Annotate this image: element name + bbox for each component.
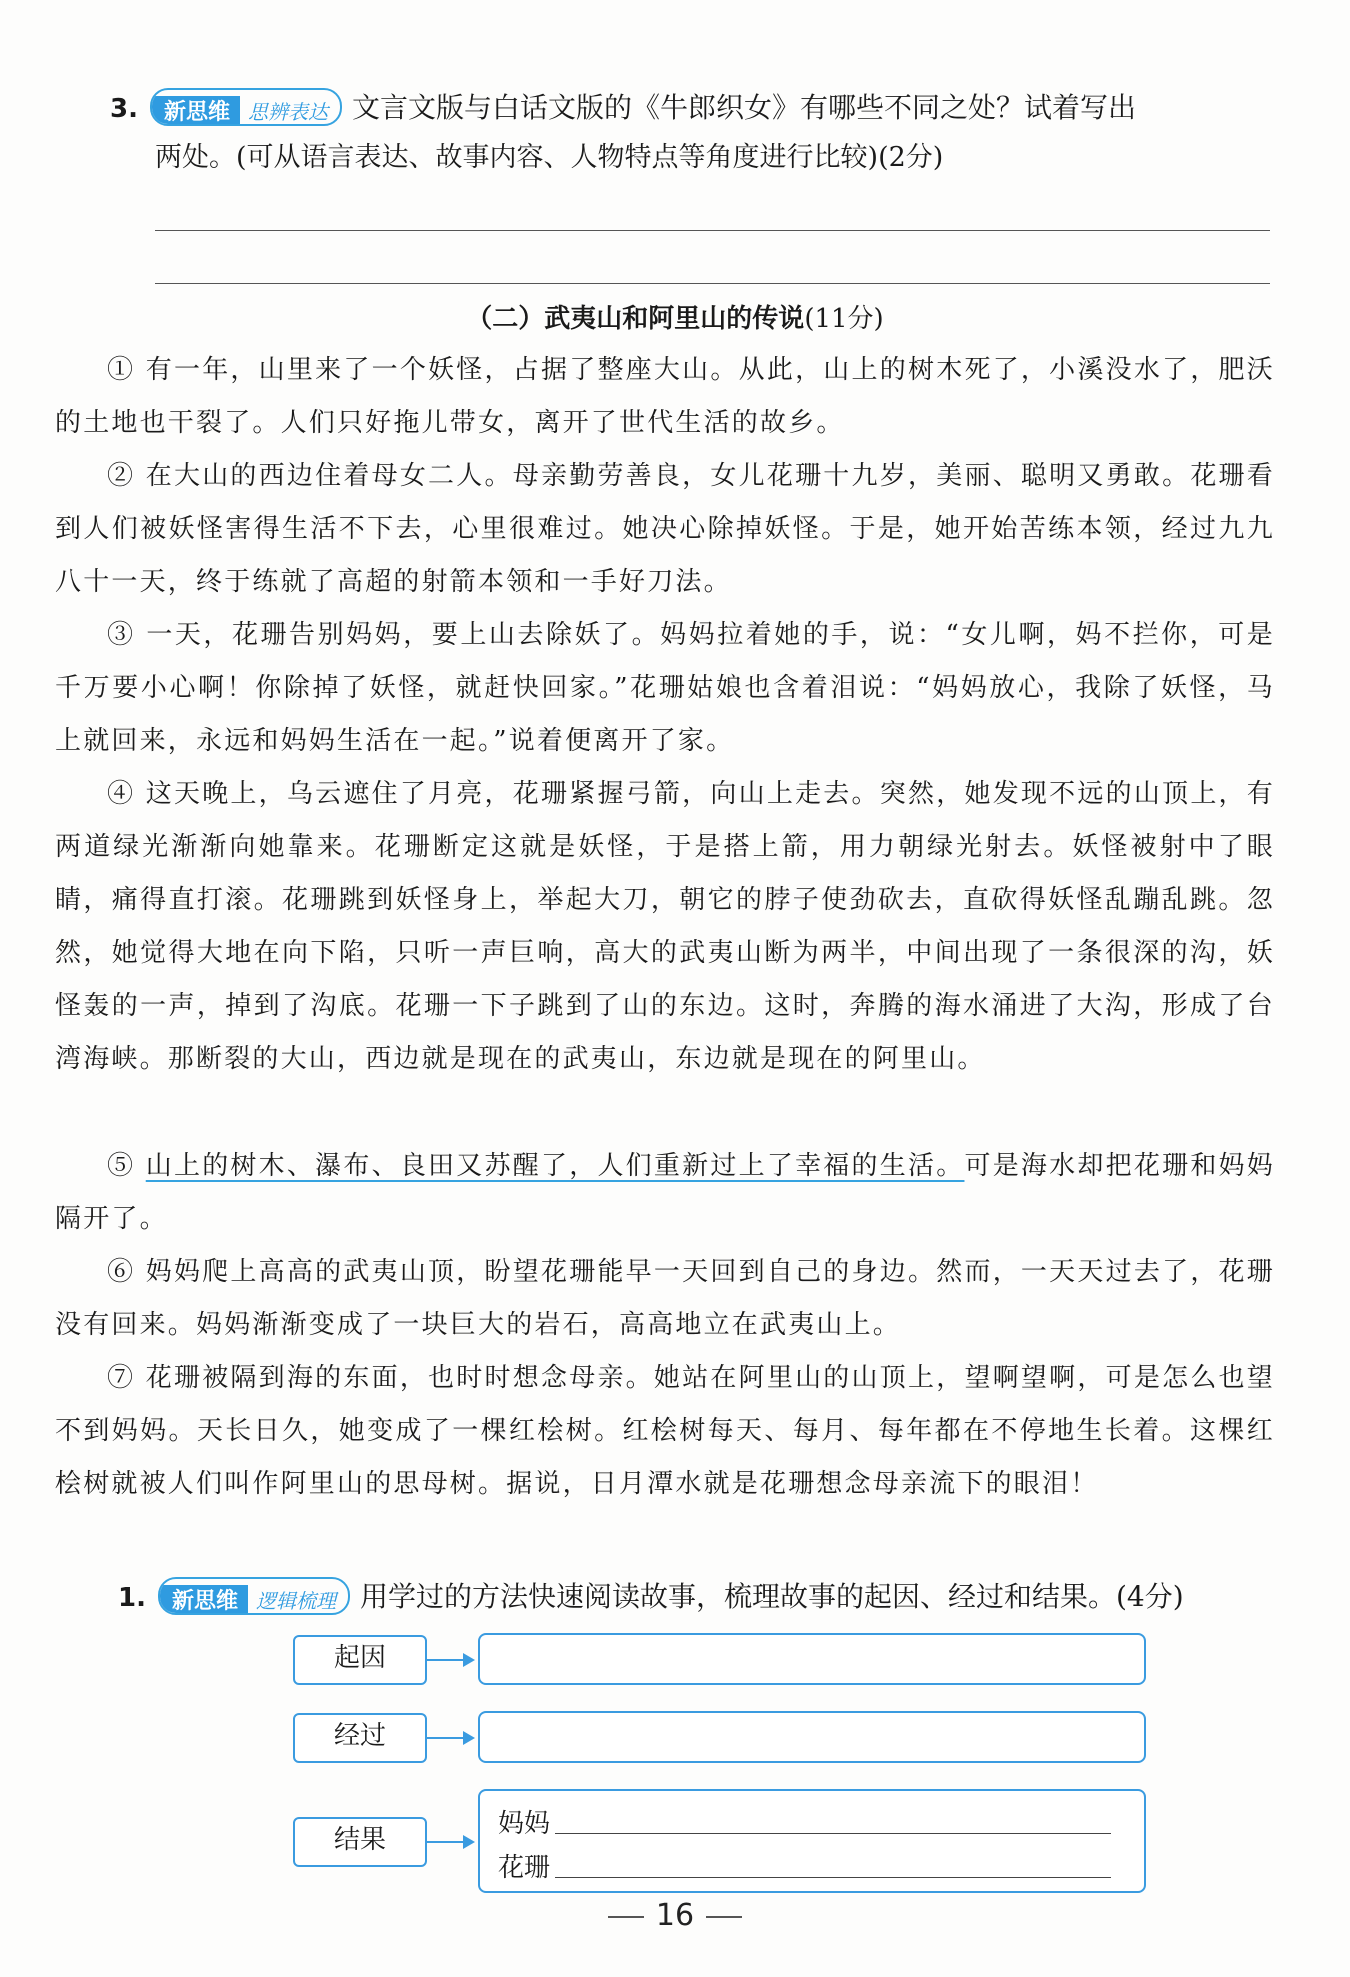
section-title — [0, 298, 1350, 335]
question-1-number: 1. — [118, 1583, 146, 1613]
question-1-text: 用学过的方法快速阅读故事，梳理故事的起因、经过和结果。(4分) — [359, 1580, 1184, 1613]
dash-right — [706, 1916, 742, 1918]
cause-label-box: 起因 — [293, 1635, 427, 1685]
paragraph-4: ④ 这天晚上，乌云遮住了月亮，花珊紧握弓箭，向山上走去。突然，她发现不远的山顶上，有两道绿光渐渐向她靠来。花珊断定这就是妖怪，于是搭上箭，用力朝绿光射去。妖怪被射中了眼睛，痛得直打滚。花珊跳到妖怪身上，举起大刀，朝它的脖子使劲砍去，直砍得妖怪乱蹦乱跳。忽然，她觉得大地在向下陷，只听一声巨响，高大的武夷山断为两半，中间出现了一条很深的沟，妖怪轰的一声，掉到了沟底。花珊一下子跳到了山的东边。这时，奔腾的海水涌进了大沟，形成了台湾海峡。那断裂的大山，西边就是现在的武夷山，东边就是现在的阿里山。 — [55, 779, 1275, 1074]
result-mom-answer-line[interactable] — [555, 1833, 1111, 1834]
page-number-text: 16 — [655, 1898, 695, 1933]
paragraph-5-rest: 可是海水却把花珊和妈妈隔开了。 — [55, 1151, 1275, 1234]
tag-main-label: 新思维 — [160, 1585, 248, 1615]
paragraph-3: ③ 一天，花珊告别妈妈，要上山去除妖了。妈妈拉着她的手，说：“女儿啊，妈不拦你，可是千万要小心啊！你除掉了妖怪，就赶快回家。”花珊姑娘也含着泪说：“妈妈放心，我除了妖怪，马上就回来，永远和妈妈生活在一起。”说着便离开了家。 — [55, 620, 1275, 756]
paragraph-5-mark: ⑤ — [107, 1151, 146, 1181]
dash-left — [608, 1916, 644, 1918]
answer-line-1[interactable] — [155, 230, 1270, 231]
paragraph-5 — [55, 1140, 1275, 1246]
page-number — [0, 1898, 1350, 1933]
tag-sub-label: 逻辑梳理 — [255, 1588, 336, 1613]
paragraph-7: ⑦ 花珊被隔到海的东面，也时时想念母亲。她站在阿里山的山顶上，望啊望啊，可是怎么也望不到妈妈。天长日久，她变成了一棵红桧树。红桧树每天、每月、每年都在不停地生长着。这棵红桧树就被人们叫作阿里山的思母树。据说，日月潭水就是花珊想念母亲流下的眼泪！ — [55, 1363, 1275, 1499]
arrow-icon — [427, 1659, 473, 1661]
question-1-tag — [158, 1577, 350, 1615]
process-answer-box[interactable] — [478, 1711, 1146, 1763]
paragraph-2: ② 在大山的西边住着母女二人。母亲勤劳善良，女儿花珊十九岁，美丽、聪明又勇敢。花珊看到人们被妖怪害得生活不下去，心里很难过。她决心除掉妖怪。于是，她开始苦练本领，经过九九八十一天，终于练就了高超的射箭本领和一手好刀法。 — [55, 461, 1275, 597]
result-huashan-answer-line[interactable] — [555, 1877, 1111, 1878]
question-3-text-line1: 文言文版与白话文版的《牛郎织女》有哪些不同之处？试着写出 — [351, 91, 1136, 124]
process-label-box: 经过 — [293, 1713, 427, 1763]
paragraph-6: ⑥ 妈妈爬上高高的武夷山顶，盼望花珊能早一天回到自己的身边。然而，一天天过去了，花珊没有回来。妈妈渐渐变成了一块巨大的岩石，高高地立在武夷山上。 — [55, 1257, 1275, 1340]
result-mom-label: 妈妈 — [498, 1809, 551, 1839]
question-3-number: 3. — [110, 94, 138, 124]
paragraph-5-underlined-sentence: 山上的树木、瀑布、良田又苏醒了，人们重新过上了幸福的生活。 — [145, 1151, 965, 1181]
section-score: (11分) — [804, 304, 884, 334]
arrow-icon — [427, 1841, 473, 1843]
question-3-line1 — [110, 88, 1270, 129]
tag-sub-label: 思辨表达 — [247, 99, 328, 124]
paragraph-1: ① 有一年，山里来了一个妖怪，占据了整座大山。从此，山上的树木死了，小溪没水了，肥沃的土地也干裂了。人们只好拖儿带女，离开了世代生活的故乡。 — [55, 355, 1275, 438]
result-huashan-label: 花珊 — [498, 1853, 551, 1883]
question-1-line — [118, 1577, 1278, 1618]
result-answer-box — [478, 1789, 1146, 1893]
section-title-text: （二）武夷山和阿里山的传说 — [466, 304, 805, 334]
answer-line-2[interactable] — [155, 283, 1270, 284]
arrow-icon — [427, 1737, 473, 1739]
result-label-box: 结果 — [293, 1817, 427, 1867]
cause-answer-box[interactable] — [478, 1633, 1146, 1685]
tag-main-label: 新思维 — [152, 96, 240, 126]
question-3-tag — [150, 88, 342, 126]
question-3-line2: 两处。(可从语言表达、故事内容、人物特点等角度进行比较)(2分) — [155, 142, 944, 173]
